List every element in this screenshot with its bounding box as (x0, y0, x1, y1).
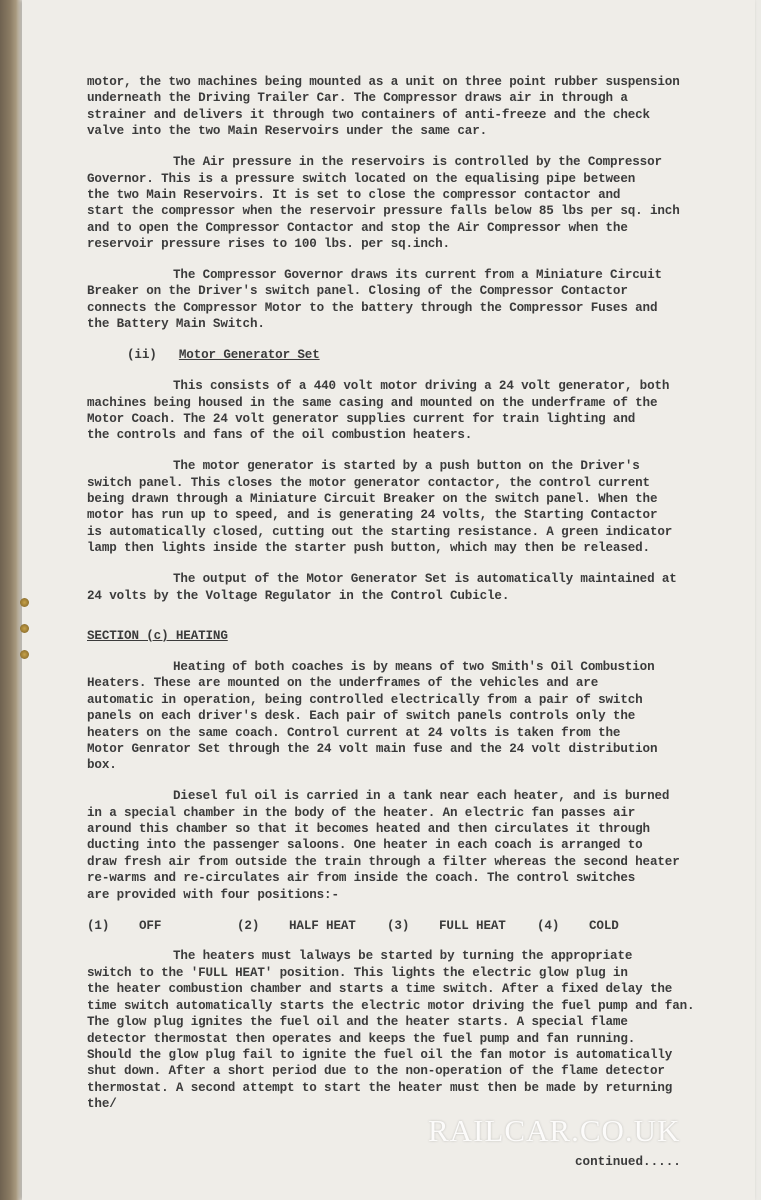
switch-position-label: HALF HEAT (289, 918, 356, 933)
subsection-number: (ii) (127, 348, 157, 363)
switch-position-label: COLD (589, 918, 619, 933)
switch-position (237, 918, 387, 934)
paragraph-motor-generator: This consists of a 440 volt motor driving a 24 volt generator, both machines being housed in the same casing and mounted on the underframe of the Motor Coach. The 24 volt generator supplies current for train lighting and the controls and fans of the oil combustion heaters. (87, 379, 670, 443)
paragraph-diesel-fuel: Diesel ful oil is carried in a tank near each heater, and is burned in a special chamber in the body of the heater. An electric fan passes air around this chamber so that it becomes heated and then circulates it through ducting into the passenger saloons. One heater in each coach is arranged to draw fresh air from outside the train through a filter whereas the second heater re-warms and re-circulates air from inside the coach. The control switches are provided with four positions:- (87, 789, 680, 902)
continued-note: continued..... (575, 1155, 681, 1169)
paragraph-compressor-governor: The Compressor Governor draws its current from a Miniature Circuit Breaker on the Driver's switch panel. Closing of the Compressor Contactor connects the Compressor Motor to the battery through the Compressor Fuses and the Battery Main Switch. (87, 268, 662, 332)
subsection-title: Motor Generator Set (178, 348, 320, 363)
switch-position (537, 918, 687, 934)
paragraph-heater-start: The heaters must lalways be started by turning the appropriate switch to the 'FULL HEAT' position. This lights the electric glow plug in the heater combustion chamber and starts a time switch. After a fixed delay the time switch automatically starts the electric motor driving the fuel pump and fan. The glow plug ignites the fuel oil and the heater starts. A special flame detector thermostat then operates and keeps the fuel pump and fan running. Should the glow plug fail to ignite the fuel oil the fan motor is automatically shut down. After a short period due to the non-operation of the flame detector thermostat. A second attempt to start the heater must then be made by returning the/ (87, 949, 695, 1112)
binder-hole (20, 650, 29, 659)
paragraph-generator-start: The motor generator is started by a push button on the Driver's switch panel. This closes the motor generator contactor, the control current being drawn through a Miniature Circuit Breaker on the switch panel. When the motor has run up to speed, and is generating 24 volts, the Starting Contactor is automatically closed, cutting out the starting resistance. A green indicator lamp then lights inside the starter push button, which may then be released. (87, 459, 673, 556)
switch-position-number: (1) (87, 918, 110, 933)
paragraph-compressor-motor: motor, the two machines being mounted as a unit on three point rubber suspension underneath the Driving Trailer Car. The Compressor draws air in through a strainer and delivers it through two containers of anti-freeze and the check valve into the two Main Reservoirs under the same car. (87, 75, 680, 139)
switch-positions-list (87, 918, 687, 934)
subsection-heading (127, 347, 717, 363)
switch-position-label: FULL HEAT (439, 918, 506, 933)
section-heading (87, 628, 717, 644)
switch-position-number: (3) (387, 918, 410, 933)
switch-position-number: (2) (237, 918, 260, 933)
paragraph-heating-intro: Heating of both coaches is by means of two Smith's Oil Combustion Heaters. These are mounted on the underframes of the vehicles and are automatic in operation, being controlled electrically from a pair of switch panels on each driver's desk. Each pair of switch panels controls only the heaters on the same coach. Control current at 24 volts is taken from the Motor Genrator Set through the 24 volt main fuse and the 24 volt distribution box. (87, 659, 658, 773)
binder-hole (20, 624, 29, 633)
switch-position-label: OFF (139, 918, 162, 933)
switch-position-number: (4) (537, 918, 560, 933)
paragraph-air-pressure: The Air pressure in the reservoirs is controlled by the Compressor Governor. This is a pressure switch located on the equalising pipe between the two Main Reservoirs. It is set to close the compressor contactor and start the compressor when the reservoir pressure falls below 85 lbs per sq. inch and to open the Compressor Contactor and stop the Air Compressor when the reservoir pressure rises to 100 lbs. per sq.inch. (87, 155, 680, 252)
paragraph-generator-output: The output of the Motor Generator Set is automatically maintained at 24 volts by the Voltage Regulator in the Control Cubicle. (87, 572, 677, 603)
binder-hole (20, 598, 29, 607)
document-body (87, 74, 717, 1127)
switch-position (387, 918, 537, 934)
watermark: RAILCAR.CO.UK (428, 1113, 681, 1148)
section-title: SECTION (c) HEATING (87, 628, 228, 643)
switch-position (87, 918, 237, 934)
